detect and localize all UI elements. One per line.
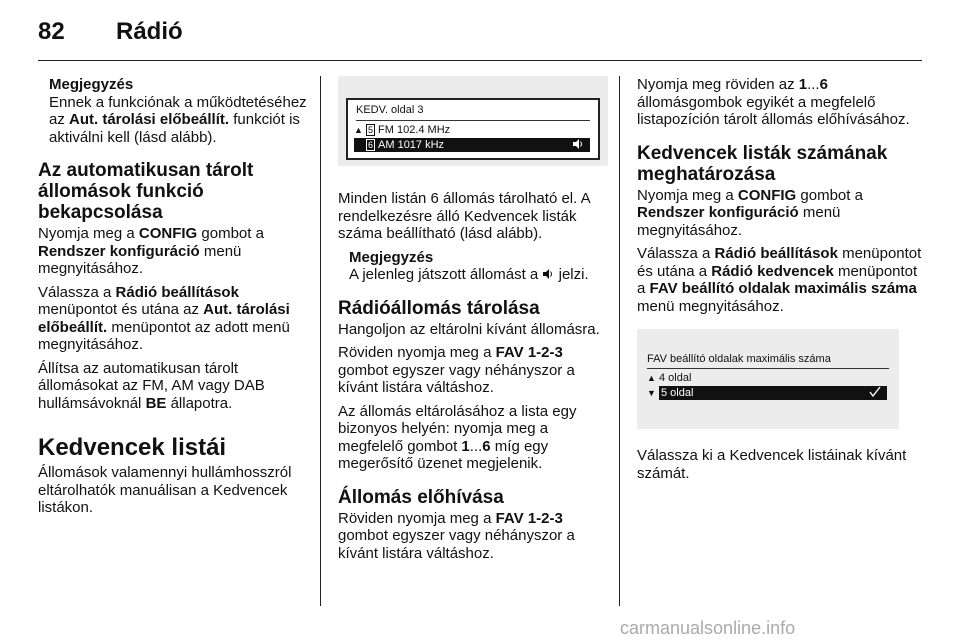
paragraph: Röviden nyomja meg a FAV 1-2-3 gombot egyszer vagy néhányszor a kívánt listára váltáshoz. [338,509,575,562]
speaker-icon [572,138,584,154]
arrow-up-icon: ▲ [354,125,363,135]
speaker-icon [542,266,554,283]
paragraph: Válassza ki a Kedvencek listáinak kívánt számát. [637,447,907,482]
heading-store-station: Rádióállomás tárolása [338,297,540,319]
display-row [647,371,889,385]
paragraph: Nyomja meg a CONFIG gombot a Rendszer konfiguráció menü megnyitásához. [38,225,264,277]
paragraph: Állomások valamennyi hullámhosszról eltárolhatók manuálisan a Kedvencek listákon. [38,464,292,516]
fav-pages-display-screenshot [637,329,899,429]
heading-favourites-count: Kedvencek listák számának meghatározása [637,142,888,185]
display-rule [356,120,590,121]
note-text: Ennek a funkciónak a működtetéséhez az [49,93,307,128]
display-title: FAV beállító oldalak maximális száma [647,353,831,365]
note-label: Megjegyzés [349,248,434,266]
page-header [0,0,960,60]
station-text: AM 1017 kHz [378,139,445,151]
column-2 [338,76,610,568]
paragraph: Nyomja meg röviden az 1...6 állomásgombok egyikét a megfelelő listapozíción tárolt állomás előhívásához. [637,76,910,128]
display-row-selected [647,386,889,400]
paragraph: Válassza a Rádió beállítások menüpontot és utána az Aut. tárolási előbeállít. menüpontot az adott menü megnyitásához. [38,283,290,353]
section-title: Rádió [116,18,183,45]
paragraph: Hangoljon az eltárolni kívánt állomásra. [338,320,600,338]
station-text: FM 102.4 MHz [378,124,451,136]
paragraph: Minden listán 6 állomás tárolható el. A rendelkezésre álló Kedvencek listák száma beállítható (lásd alább). [338,190,590,242]
option-text: 4 oldal [659,372,692,384]
column-3 [637,76,927,488]
watermark: carmanualsonline.info [620,618,796,638]
paragraph: Állítsa az automatikusan tárolt állomásokat az FM, AM vagy DAB hullámsávoknál BE állapotra. [38,359,265,412]
heading-recall-station: Állomás előhívása [338,486,504,508]
display-row [354,123,590,137]
display-frame [645,355,891,399]
display-title: KEDV. oldal 3 [356,104,424,116]
arrow-up-icon: ▲ [647,373,656,383]
note-bold: Aut. tárolási előbeállít. [69,111,230,128]
note-text-end: funkciót is aktiválni kell (lásd alább). [49,111,300,146]
column-1 [38,76,310,523]
note-block: Megjegyzés A jelenleg játszott állomást a jelzi. [338,249,610,284]
note-label: Megjegyzés [49,76,134,93]
note-block [38,76,310,146]
paragraph: Nyomja meg a CONFIG gombot a Rendszer konfiguráció menü megnyitásához. [637,186,863,239]
heading-autostore: Az automatikusan tárolt állomások funkció bekapcsolása [38,160,254,223]
display-row-selected [354,138,590,152]
paragraph: Az állomás eltárolásához a lista egy bizonyos helyén: nyomja meg a megfelelő gombot 1...6 míg egy megerősítő üzenet megjelenik. [338,402,577,472]
header-divider [38,60,922,61]
preset-number: 6 [368,140,374,150]
arrow-down-icon: ▼ [647,388,656,398]
display-rule [647,368,889,369]
heading-favourites: Kedvencek listái [38,434,227,461]
column-divider-2 [619,76,620,606]
option-text: 5 oldal [661,387,694,399]
display-frame [346,98,600,160]
paragraph: Röviden nyomja meg a FAV 1-2-3 gombot egyszer vagy néhányszor a kívánt listára váltáshoz. [338,344,575,396]
column-divider-1 [320,76,321,606]
paragraph: Válassza a Rádió beállítások menüpontot és utána a Rádió kedvencek menüpontot a FAV beállító oldalak maximális száma menü megnyitásához. [637,245,922,315]
checkmark-icon [869,386,881,402]
page-number: 82 [38,18,65,45]
radio-display-screenshot [338,76,608,166]
preset-number: 5 [368,125,374,135]
